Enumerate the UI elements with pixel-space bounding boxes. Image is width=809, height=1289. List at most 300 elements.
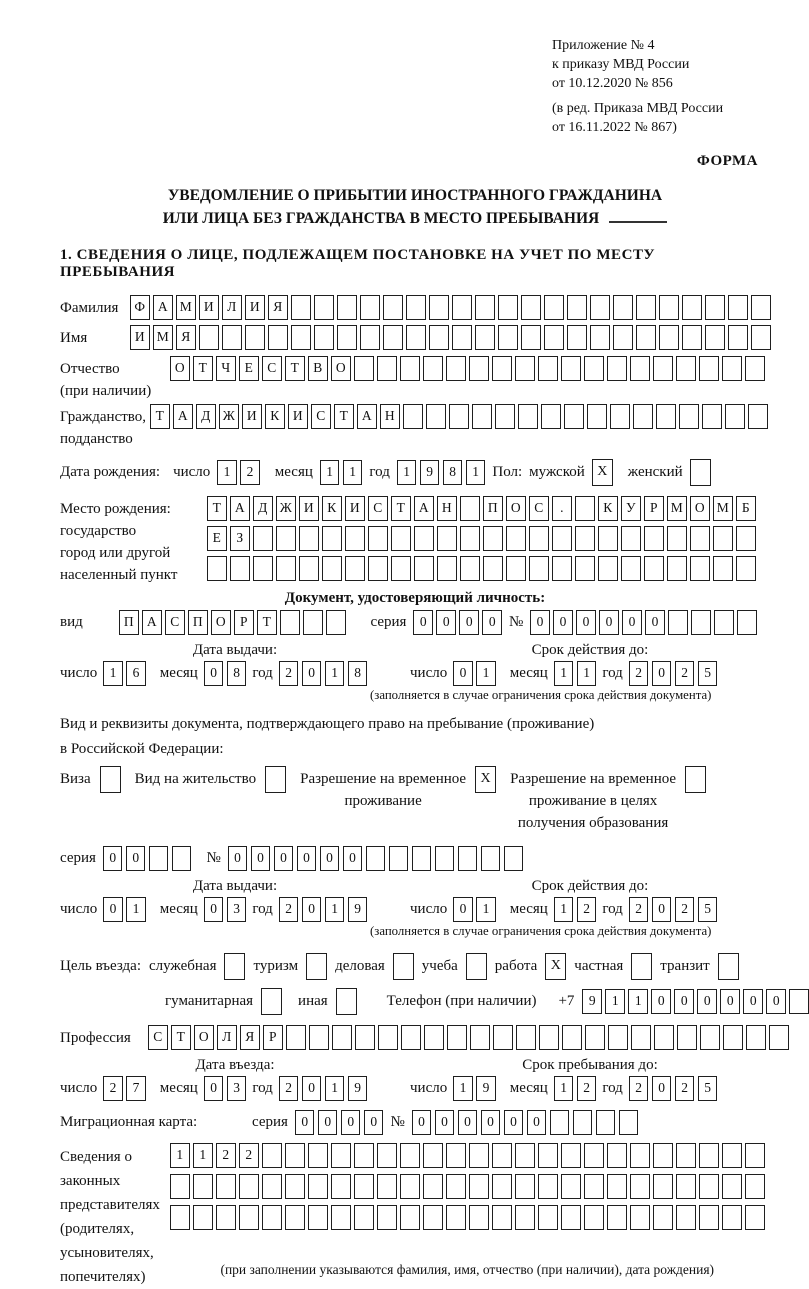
- char-cell[interactable]: Л: [222, 295, 242, 320]
- char-cell[interactable]: Е: [207, 526, 227, 551]
- char-cell[interactable]: [354, 1205, 374, 1230]
- char-cell[interactable]: [746, 1025, 766, 1050]
- char-cell[interactable]: [613, 295, 633, 320]
- char-cell[interactable]: Т: [207, 496, 227, 521]
- char-cell[interactable]: С: [529, 496, 549, 521]
- char-cell[interactable]: 0: [674, 989, 694, 1014]
- education-residence-checkbox[interactable]: [685, 766, 706, 793]
- char-cell[interactable]: [406, 325, 426, 350]
- char-cell[interactable]: И: [130, 325, 150, 350]
- char-cell[interactable]: [400, 1143, 420, 1168]
- purpose-transit-checkbox[interactable]: [718, 953, 739, 980]
- char-cell[interactable]: [700, 1025, 720, 1050]
- char-cell[interactable]: [561, 356, 581, 381]
- char-cell[interactable]: [725, 404, 745, 429]
- char-cell[interactable]: Ж: [276, 496, 296, 521]
- char-cell[interactable]: [414, 556, 434, 581]
- char-cell[interactable]: [690, 556, 710, 581]
- char-cell[interactable]: [230, 556, 250, 581]
- char-cell[interactable]: [322, 556, 342, 581]
- char-cell[interactable]: [406, 295, 426, 320]
- char-cell[interactable]: И: [345, 496, 365, 521]
- char-cell[interactable]: 2: [239, 1143, 259, 1168]
- char-cell[interactable]: [529, 556, 549, 581]
- char-cell[interactable]: [308, 1143, 328, 1168]
- char-cell[interactable]: Я: [240, 1025, 260, 1050]
- char-cell[interactable]: [644, 556, 664, 581]
- char-cell[interactable]: 0: [413, 610, 433, 635]
- char-cell[interactable]: 0: [318, 1110, 338, 1135]
- char-cell[interactable]: [262, 1143, 282, 1168]
- char-cell[interactable]: 0: [697, 989, 717, 1014]
- char-cell[interactable]: .: [552, 496, 572, 521]
- char-cell[interactable]: [193, 1205, 213, 1230]
- char-cell[interactable]: [253, 526, 273, 551]
- visa-checkbox[interactable]: [100, 766, 121, 793]
- char-cell[interactable]: [460, 526, 480, 551]
- char-cell[interactable]: 0: [343, 846, 363, 871]
- char-cell[interactable]: [630, 356, 650, 381]
- char-cell[interactable]: А: [142, 610, 162, 635]
- char-cell[interactable]: [452, 295, 472, 320]
- char-cell[interactable]: [538, 356, 558, 381]
- char-cell[interactable]: [483, 526, 503, 551]
- char-cell[interactable]: [308, 1205, 328, 1230]
- char-cell[interactable]: [630, 1174, 650, 1199]
- char-cell[interactable]: [539, 1025, 559, 1050]
- purpose-official-checkbox[interactable]: [224, 953, 245, 980]
- char-cell[interactable]: [470, 1025, 490, 1050]
- char-cell[interactable]: 0: [274, 846, 294, 871]
- char-cell[interactable]: 0: [652, 1076, 672, 1101]
- char-cell[interactable]: [575, 526, 595, 551]
- char-cell[interactable]: [636, 325, 656, 350]
- char-cell[interactable]: [285, 1143, 305, 1168]
- char-cell[interactable]: 9: [420, 460, 440, 485]
- char-cell[interactable]: 0: [530, 610, 550, 635]
- char-cell[interactable]: [504, 846, 524, 871]
- char-cell[interactable]: А: [230, 496, 250, 521]
- char-cell[interactable]: [607, 356, 627, 381]
- char-cell[interactable]: 1: [320, 460, 340, 485]
- char-cell[interactable]: [610, 404, 630, 429]
- char-cell[interactable]: [722, 1143, 742, 1168]
- char-cell[interactable]: М: [153, 325, 173, 350]
- char-cell[interactable]: [745, 1143, 765, 1168]
- char-cell[interactable]: [745, 1174, 765, 1199]
- char-cell[interactable]: 1: [343, 460, 363, 485]
- char-cell[interactable]: 1: [193, 1143, 213, 1168]
- char-cell[interactable]: М: [713, 496, 733, 521]
- char-cell[interactable]: 1: [325, 897, 345, 922]
- char-cell[interactable]: [492, 1143, 512, 1168]
- char-cell[interactable]: 0: [364, 1110, 384, 1135]
- char-cell[interactable]: [170, 1174, 190, 1199]
- char-cell[interactable]: [446, 1205, 466, 1230]
- char-cell[interactable]: [498, 325, 518, 350]
- char-cell[interactable]: [423, 1205, 443, 1230]
- char-cell[interactable]: [469, 1143, 489, 1168]
- char-cell[interactable]: [714, 610, 734, 635]
- char-cell[interactable]: [736, 556, 756, 581]
- char-cell[interactable]: 0: [766, 989, 786, 1014]
- char-cell[interactable]: 2: [675, 897, 695, 922]
- char-cell[interactable]: О: [211, 610, 231, 635]
- char-cell[interactable]: 0: [743, 989, 763, 1014]
- char-cell[interactable]: [702, 404, 722, 429]
- char-cell[interactable]: [280, 610, 300, 635]
- char-cell[interactable]: И: [299, 496, 319, 521]
- char-cell[interactable]: [748, 404, 768, 429]
- char-cell[interactable]: [552, 526, 572, 551]
- char-cell[interactable]: Е: [239, 356, 259, 381]
- char-cell[interactable]: [713, 526, 733, 551]
- char-cell[interactable]: Д: [196, 404, 216, 429]
- char-cell[interactable]: 0: [228, 846, 248, 871]
- char-cell[interactable]: [446, 1143, 466, 1168]
- char-cell[interactable]: [613, 325, 633, 350]
- char-cell[interactable]: [481, 846, 501, 871]
- char-cell[interactable]: [541, 404, 561, 429]
- purpose-other-checkbox[interactable]: [336, 988, 357, 1015]
- char-cell[interactable]: [676, 1174, 696, 1199]
- char-cell[interactable]: [193, 1174, 213, 1199]
- char-cell[interactable]: [769, 1025, 789, 1050]
- char-cell[interactable]: Ф: [130, 295, 150, 320]
- char-cell[interactable]: С: [148, 1025, 168, 1050]
- char-cell[interactable]: А: [414, 496, 434, 521]
- char-cell[interactable]: [400, 1174, 420, 1199]
- char-cell[interactable]: 0: [320, 846, 340, 871]
- char-cell[interactable]: 0: [341, 1110, 361, 1135]
- char-cell[interactable]: [303, 610, 323, 635]
- char-cell[interactable]: О: [690, 496, 710, 521]
- char-cell[interactable]: Т: [391, 496, 411, 521]
- char-cell[interactable]: 0: [436, 610, 456, 635]
- char-cell[interactable]: [469, 1174, 489, 1199]
- char-cell[interactable]: 9: [582, 989, 602, 1014]
- char-cell[interactable]: [291, 295, 311, 320]
- char-cell[interactable]: [590, 325, 610, 350]
- char-cell[interactable]: [492, 1205, 512, 1230]
- char-cell[interactable]: [736, 526, 756, 551]
- residence-permit-checkbox[interactable]: [265, 766, 286, 793]
- char-cell[interactable]: 2: [240, 460, 260, 485]
- char-cell[interactable]: Р: [234, 610, 254, 635]
- char-cell[interactable]: [633, 404, 653, 429]
- char-cell[interactable]: 0: [103, 846, 123, 871]
- char-cell[interactable]: 0: [302, 1076, 322, 1101]
- char-cell[interactable]: [424, 1025, 444, 1050]
- char-cell[interactable]: И: [245, 295, 265, 320]
- char-cell[interactable]: [584, 1205, 604, 1230]
- char-cell[interactable]: 1: [453, 1076, 473, 1101]
- char-cell[interactable]: 0: [435, 1110, 455, 1135]
- char-cell[interactable]: [360, 325, 380, 350]
- char-cell[interactable]: [789, 989, 809, 1014]
- char-cell[interactable]: [368, 526, 388, 551]
- char-cell[interactable]: [377, 1205, 397, 1230]
- char-cell[interactable]: 1: [554, 1076, 574, 1101]
- char-cell[interactable]: [575, 556, 595, 581]
- char-cell[interactable]: 2: [279, 897, 299, 922]
- char-cell[interactable]: [322, 526, 342, 551]
- char-cell[interactable]: [607, 1174, 627, 1199]
- char-cell[interactable]: 1: [554, 661, 574, 686]
- char-cell[interactable]: Т: [193, 356, 213, 381]
- char-cell[interactable]: [337, 295, 357, 320]
- char-cell[interactable]: 0: [527, 1110, 547, 1135]
- char-cell[interactable]: М: [667, 496, 687, 521]
- char-cell[interactable]: [262, 1205, 282, 1230]
- char-cell[interactable]: [285, 1174, 305, 1199]
- char-cell[interactable]: П: [483, 496, 503, 521]
- char-cell[interactable]: [668, 610, 688, 635]
- char-cell[interactable]: [515, 356, 535, 381]
- char-cell[interactable]: С: [262, 356, 282, 381]
- char-cell[interactable]: 2: [279, 1076, 299, 1101]
- char-cell[interactable]: [728, 325, 748, 350]
- char-cell[interactable]: [423, 1174, 443, 1199]
- char-cell[interactable]: [619, 1110, 639, 1135]
- char-cell[interactable]: 0: [651, 989, 671, 1014]
- char-cell[interactable]: 0: [720, 989, 740, 1014]
- char-cell[interactable]: И: [288, 404, 308, 429]
- char-cell[interactable]: [590, 295, 610, 320]
- char-cell[interactable]: [354, 1174, 374, 1199]
- char-cell[interactable]: [653, 1205, 673, 1230]
- char-cell[interactable]: 1: [217, 460, 237, 485]
- char-cell[interactable]: [690, 526, 710, 551]
- char-cell[interactable]: З: [230, 526, 250, 551]
- char-cell[interactable]: [538, 1205, 558, 1230]
- char-cell[interactable]: [621, 556, 641, 581]
- male-checkbox[interactable]: X: [592, 459, 613, 486]
- char-cell[interactable]: [253, 556, 273, 581]
- char-cell[interactable]: П: [188, 610, 208, 635]
- char-cell[interactable]: [584, 1174, 604, 1199]
- char-cell[interactable]: [521, 295, 541, 320]
- char-cell[interactable]: 2: [279, 661, 299, 686]
- char-cell[interactable]: [286, 1025, 306, 1050]
- char-cell[interactable]: Т: [334, 404, 354, 429]
- char-cell[interactable]: [653, 1143, 673, 1168]
- char-cell[interactable]: Т: [150, 404, 170, 429]
- char-cell[interactable]: [676, 1205, 696, 1230]
- char-cell[interactable]: [216, 1205, 236, 1230]
- char-cell[interactable]: 2: [675, 1076, 695, 1101]
- char-cell[interactable]: [429, 325, 449, 350]
- char-cell[interactable]: Ч: [216, 356, 236, 381]
- char-cell[interactable]: [682, 295, 702, 320]
- char-cell[interactable]: [596, 1110, 616, 1135]
- char-cell[interactable]: 2: [629, 661, 649, 686]
- char-cell[interactable]: 5: [698, 897, 718, 922]
- char-cell[interactable]: 1: [628, 989, 648, 1014]
- char-cell[interactable]: [368, 556, 388, 581]
- char-cell[interactable]: 2: [103, 1076, 123, 1101]
- char-cell[interactable]: 0: [599, 610, 619, 635]
- char-cell[interactable]: О: [194, 1025, 214, 1050]
- char-cell[interactable]: [676, 1143, 696, 1168]
- char-cell[interactable]: [285, 1205, 305, 1230]
- char-cell[interactable]: [699, 356, 719, 381]
- char-cell[interactable]: Я: [268, 295, 288, 320]
- char-cell[interactable]: 1: [476, 897, 496, 922]
- char-cell[interactable]: [654, 1025, 674, 1050]
- char-cell[interactable]: [199, 325, 219, 350]
- char-cell[interactable]: У: [621, 496, 641, 521]
- char-cell[interactable]: [728, 295, 748, 320]
- char-cell[interactable]: [391, 526, 411, 551]
- temporary-residence-checkbox[interactable]: X: [475, 766, 496, 793]
- char-cell[interactable]: [469, 356, 489, 381]
- char-cell[interactable]: [314, 325, 334, 350]
- char-cell[interactable]: 9: [476, 1076, 496, 1101]
- char-cell[interactable]: [452, 325, 472, 350]
- char-cell[interactable]: [429, 295, 449, 320]
- char-cell[interactable]: [751, 295, 771, 320]
- char-cell[interactable]: [245, 325, 265, 350]
- char-cell[interactable]: А: [153, 295, 173, 320]
- char-cell[interactable]: 2: [629, 897, 649, 922]
- char-cell[interactable]: 1: [476, 661, 496, 686]
- char-cell[interactable]: [515, 1143, 535, 1168]
- char-cell[interactable]: 0: [481, 1110, 501, 1135]
- char-cell[interactable]: 0: [504, 1110, 524, 1135]
- char-cell[interactable]: Р: [644, 496, 664, 521]
- char-cell[interactable]: [435, 846, 455, 871]
- char-cell[interactable]: [389, 846, 409, 871]
- char-cell[interactable]: [677, 1025, 697, 1050]
- char-cell[interactable]: 3: [227, 897, 247, 922]
- char-cell[interactable]: 9: [348, 897, 368, 922]
- char-cell[interactable]: 2: [675, 661, 695, 686]
- char-cell[interactable]: [498, 295, 518, 320]
- char-cell[interactable]: [607, 1143, 627, 1168]
- char-cell[interactable]: А: [173, 404, 193, 429]
- char-cell[interactable]: [722, 356, 742, 381]
- char-cell[interactable]: 1: [170, 1143, 190, 1168]
- char-cell[interactable]: [207, 556, 227, 581]
- char-cell[interactable]: [562, 1025, 582, 1050]
- char-cell[interactable]: [584, 356, 604, 381]
- char-cell[interactable]: [567, 325, 587, 350]
- char-cell[interactable]: 0: [295, 1110, 315, 1135]
- char-cell[interactable]: [676, 356, 696, 381]
- char-cell[interactable]: [587, 404, 607, 429]
- char-cell[interactable]: [239, 1174, 259, 1199]
- char-cell[interactable]: [644, 526, 664, 551]
- char-cell[interactable]: [630, 1205, 650, 1230]
- char-cell[interactable]: [713, 556, 733, 581]
- char-cell[interactable]: [170, 1205, 190, 1230]
- char-cell[interactable]: [679, 404, 699, 429]
- char-cell[interactable]: И: [199, 295, 219, 320]
- char-cell[interactable]: В: [308, 356, 328, 381]
- char-cell[interactable]: [291, 325, 311, 350]
- char-cell[interactable]: 2: [629, 1076, 649, 1101]
- char-cell[interactable]: [276, 556, 296, 581]
- char-cell[interactable]: А: [357, 404, 377, 429]
- char-cell[interactable]: 0: [126, 846, 146, 871]
- char-cell[interactable]: [751, 325, 771, 350]
- char-cell[interactable]: [705, 295, 725, 320]
- char-cell[interactable]: [460, 496, 480, 521]
- char-cell[interactable]: [515, 1205, 535, 1230]
- char-cell[interactable]: [309, 1025, 329, 1050]
- char-cell[interactable]: [222, 325, 242, 350]
- char-cell[interactable]: 0: [251, 846, 271, 871]
- char-cell[interactable]: [472, 404, 492, 429]
- char-cell[interactable]: 8: [443, 460, 463, 485]
- purpose-business-checkbox[interactable]: [393, 953, 414, 980]
- char-cell[interactable]: 1: [126, 897, 146, 922]
- char-cell[interactable]: [529, 526, 549, 551]
- char-cell[interactable]: [608, 1025, 628, 1050]
- char-cell[interactable]: [331, 1174, 351, 1199]
- char-cell[interactable]: 2: [577, 1076, 597, 1101]
- char-cell[interactable]: [262, 1174, 282, 1199]
- char-cell[interactable]: 7: [126, 1076, 146, 1101]
- char-cell[interactable]: 2: [216, 1143, 236, 1168]
- char-cell[interactable]: [423, 1143, 443, 1168]
- char-cell[interactable]: [216, 1174, 236, 1199]
- char-cell[interactable]: 8: [227, 661, 247, 686]
- char-cell[interactable]: [699, 1174, 719, 1199]
- char-cell[interactable]: [653, 356, 673, 381]
- char-cell[interactable]: [636, 295, 656, 320]
- char-cell[interactable]: [585, 1025, 605, 1050]
- char-cell[interactable]: [521, 325, 541, 350]
- char-cell[interactable]: [314, 295, 334, 320]
- char-cell[interactable]: 1: [554, 897, 574, 922]
- char-cell[interactable]: П: [119, 610, 139, 635]
- purpose-work-checkbox[interactable]: X: [545, 953, 566, 980]
- char-cell[interactable]: [518, 404, 538, 429]
- char-cell[interactable]: [667, 526, 687, 551]
- char-cell[interactable]: 9: [348, 1076, 368, 1101]
- purpose-tourism-checkbox[interactable]: [306, 953, 327, 980]
- char-cell[interactable]: 0: [553, 610, 573, 635]
- char-cell[interactable]: [691, 610, 711, 635]
- char-cell[interactable]: К: [598, 496, 618, 521]
- char-cell[interactable]: 5: [698, 1076, 718, 1101]
- char-cell[interactable]: [621, 526, 641, 551]
- char-cell[interactable]: [745, 356, 765, 381]
- char-cell[interactable]: [377, 356, 397, 381]
- char-cell[interactable]: [366, 846, 386, 871]
- char-cell[interactable]: Т: [171, 1025, 191, 1050]
- char-cell[interactable]: [575, 496, 595, 521]
- char-cell[interactable]: Б: [736, 496, 756, 521]
- char-cell[interactable]: [446, 356, 466, 381]
- char-cell[interactable]: 0: [459, 610, 479, 635]
- char-cell[interactable]: [401, 1025, 421, 1050]
- char-cell[interactable]: [172, 846, 192, 871]
- char-cell[interactable]: [377, 1143, 397, 1168]
- char-cell[interactable]: [630, 1143, 650, 1168]
- char-cell[interactable]: [239, 1205, 259, 1230]
- char-cell[interactable]: [276, 526, 296, 551]
- char-cell[interactable]: [337, 325, 357, 350]
- char-cell[interactable]: О: [331, 356, 351, 381]
- char-cell[interactable]: [331, 1205, 351, 1230]
- char-cell[interactable]: [737, 610, 757, 635]
- char-cell[interactable]: [383, 295, 403, 320]
- char-cell[interactable]: 3: [227, 1076, 247, 1101]
- char-cell[interactable]: К: [265, 404, 285, 429]
